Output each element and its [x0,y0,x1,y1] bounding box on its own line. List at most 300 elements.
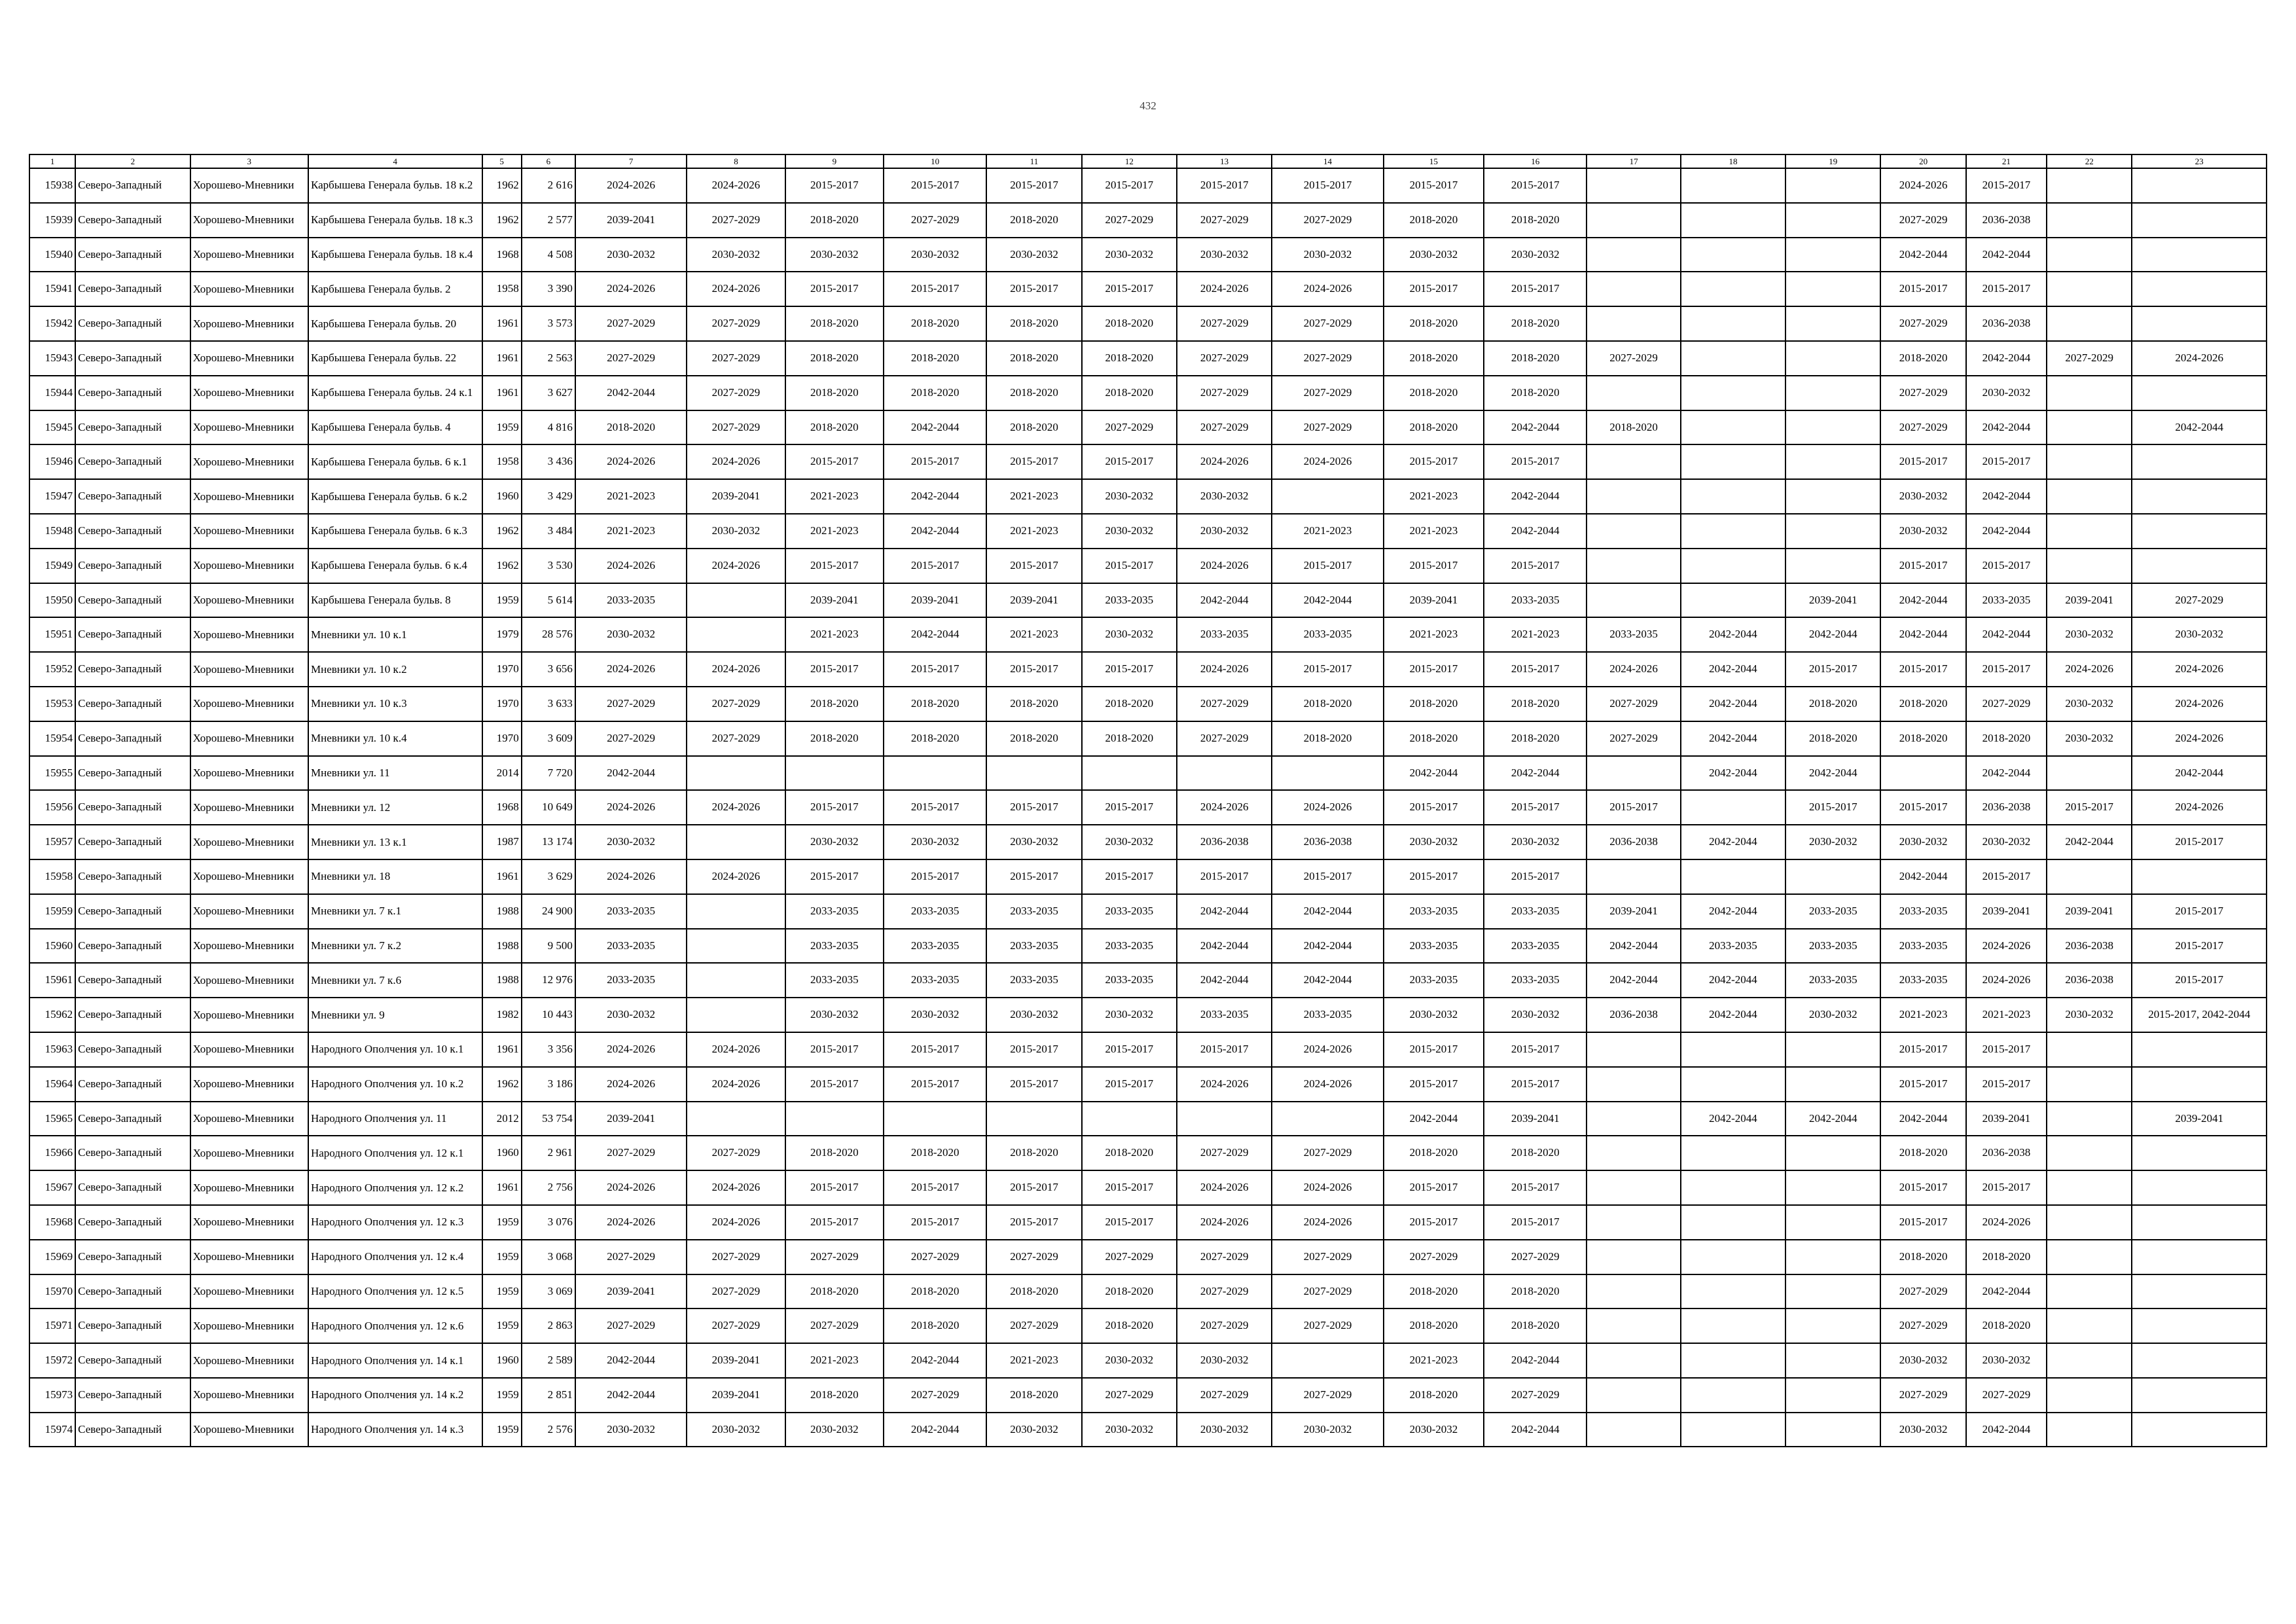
build-year-cell: 1961 [482,859,522,894]
period-cell-7: 2030-2032 [575,1413,687,1447]
period-cell-14: 2024-2026 [1272,1067,1383,1102]
period-cell-11: 2033-2035 [986,929,1081,964]
period-cell-12: 2030-2032 [1082,617,1177,652]
build-year-cell: 1960 [482,1136,522,1170]
district-cell: Северо-Западный [75,203,190,238]
row-id-cell: 15973 [29,1378,75,1413]
period-cell-9: 2033-2035 [785,894,884,929]
table-row [29,1170,2267,1205]
period-cell-16: 2039-2041 [1484,1102,1587,1136]
period-cell-13 [1177,1102,1272,1136]
period-cell-15: 2033-2035 [1384,929,1484,964]
period-cell-18: 2033-2035 [1681,929,1785,964]
period-cell-21: 2033-2035 [1966,583,2047,618]
period-cell-16: 2015-2017 [1484,1170,1587,1205]
period-cell-19: 2018-2020 [1785,721,1880,756]
period-cell-20: 2033-2035 [1880,929,1965,964]
period-cell-23 [2132,1240,2267,1274]
build-year-cell: 1962 [482,203,522,238]
period-cell-21: 2042-2044 [1966,410,2047,445]
row-id-cell: 15951 [29,617,75,652]
period-cell-22: 2036-2038 [2047,963,2132,998]
area-size-cell: 4 816 [522,410,575,445]
period-cell-21: 2042-2044 [1966,1274,2047,1309]
period-cell-8 [687,894,785,929]
period-cell-14: 2015-2017 [1272,168,1383,203]
period-cell-23 [2132,1170,2267,1205]
period-cell-21: 2015-2017 [1966,652,2047,687]
table-row [29,410,2267,445]
period-cell-23: 2042-2044 [2132,410,2267,445]
district-cell: Северо-Западный [75,790,190,825]
period-cell-22: 2015-2017 [2047,790,2132,825]
area-size-cell: 2 576 [522,1413,575,1447]
table-row [29,859,2267,894]
table-row [29,1378,2267,1413]
period-cell-10: 2018-2020 [884,341,986,376]
period-cell-8: 2027-2029 [687,376,785,410]
build-year-cell: 1982 [482,998,522,1032]
period-cell-8: 2024-2026 [687,1205,785,1240]
period-cell-21: 2015-2017 [1966,1170,2047,1205]
period-cell-9: 2018-2020 [785,341,884,376]
period-cell-11: 2030-2032 [986,825,1081,859]
period-cell-11: 2015-2017 [986,549,1081,583]
period-cell-12: 2027-2029 [1082,1378,1177,1413]
period-cell-11: 2018-2020 [986,306,1081,341]
period-cell-17 [1587,1170,1680,1205]
district-cell: Северо-Западный [75,410,190,445]
period-cell-23: 2015-2017, 2042-2044 [2132,998,2267,1032]
period-cell-17 [1587,1413,1680,1447]
period-cell-11: 2033-2035 [986,963,1081,998]
municipal-area-cell: Хорошево-Мневники [190,998,308,1032]
period-cell-9: 2033-2035 [785,963,884,998]
period-cell-20: 2015-2017 [1880,444,1965,479]
period-cell-17 [1587,1032,1680,1067]
build-year-cell: 1961 [482,306,522,341]
period-cell-21: 2030-2032 [1966,376,2047,410]
period-cell-8: 2024-2026 [687,790,785,825]
period-cell-16: 2030-2032 [1484,998,1587,1032]
period-cell-15: 2018-2020 [1384,1136,1484,1170]
period-cell-15: 2015-2017 [1384,272,1484,306]
period-cell-11: 2015-2017 [986,1032,1081,1067]
period-cell-20: 2030-2032 [1880,514,1965,549]
table-row [29,1240,2267,1274]
period-cell-15: 2018-2020 [1384,203,1484,238]
period-cell-12: 2018-2020 [1082,341,1177,376]
period-cell-8: 2030-2032 [687,514,785,549]
period-cell-22 [2047,203,2132,238]
period-cell-10: 2015-2017 [884,859,986,894]
column-header-2: 2 [75,154,190,168]
period-cell-16: 2030-2032 [1484,238,1587,272]
period-cell-17 [1587,583,1680,618]
period-cell-12 [1082,756,1177,791]
period-cell-8: 2027-2029 [687,1308,785,1343]
period-cell-23 [2132,1136,2267,1170]
period-cell-7: 2042-2044 [575,1378,687,1413]
period-cell-11: 2018-2020 [986,1274,1081,1309]
period-cell-7: 2039-2041 [575,203,687,238]
period-cell-8: 2027-2029 [687,721,785,756]
period-cell-18 [1681,410,1785,445]
period-cell-15: 2018-2020 [1384,1378,1484,1413]
municipal-area-cell: Хорошево-Мневники [190,687,308,721]
period-cell-8 [687,998,785,1032]
area-size-cell: 3 573 [522,306,575,341]
table-row [29,479,2267,514]
district-cell: Северо-Западный [75,1274,190,1309]
period-cell-22 [2047,549,2132,583]
period-cell-15: 2015-2017 [1384,652,1484,687]
period-cell-10: 2015-2017 [884,1170,986,1205]
period-cell-19: 2030-2032 [1785,825,1880,859]
period-cell-22 [2047,376,2132,410]
period-cell-16: 2027-2029 [1484,1378,1587,1413]
period-cell-21: 2036-2038 [1966,790,2047,825]
period-cell-14 [1272,479,1383,514]
period-cell-18 [1681,272,1785,306]
period-cell-15: 2018-2020 [1384,306,1484,341]
build-year-cell: 1959 [482,1240,522,1274]
period-cell-16: 2015-2017 [1484,444,1587,479]
period-cell-21: 2015-2017 [1966,444,2047,479]
column-header-21: 21 [1966,154,2047,168]
address-cell: Народного Ополчения ул. 12 к.6 [308,1308,482,1343]
period-cell-7: 2024-2026 [575,444,687,479]
period-cell-13: 2027-2029 [1177,1308,1272,1343]
period-cell-10: 2018-2020 [884,376,986,410]
period-cell-21: 2027-2029 [1966,1378,2047,1413]
period-cell-10: 2015-2017 [884,444,986,479]
municipal-area-cell: Хорошево-Мневники [190,203,308,238]
period-cell-7: 2027-2029 [575,721,687,756]
period-cell-17 [1587,1343,1680,1378]
row-id-cell: 15974 [29,1413,75,1447]
area-size-cell: 3 429 [522,479,575,514]
period-cell-9: 2015-2017 [785,444,884,479]
address-cell: Карбышева Генерала бульв. 22 [308,341,482,376]
table-body [29,168,2267,1447]
address-cell: Мневники ул. 11 [308,756,482,791]
period-cell-23 [2132,1343,2267,1378]
municipal-area-cell: Хорошево-Мневники [190,272,308,306]
period-cell-9: 2015-2017 [785,549,884,583]
period-cell-12: 2030-2032 [1082,1343,1177,1378]
district-cell: Северо-Западный [75,929,190,964]
period-cell-19 [1785,238,1880,272]
period-cell-10 [884,1102,986,1136]
row-id-cell: 15944 [29,376,75,410]
address-cell: Карбышева Генерала бульв. 6 к.4 [308,549,482,583]
period-cell-21: 2024-2026 [1966,1205,2047,1240]
district-cell: Северо-Западный [75,963,190,998]
period-cell-20: 2033-2035 [1880,963,1965,998]
period-cell-21: 2018-2020 [1966,721,2047,756]
district-cell: Северо-Западный [75,306,190,341]
address-cell: Мневники ул. 18 [308,859,482,894]
build-year-cell: 1970 [482,687,522,721]
period-cell-13: 2030-2032 [1177,1413,1272,1447]
period-cell-17 [1587,272,1680,306]
period-cell-14: 2024-2026 [1272,790,1383,825]
period-cell-9: 2015-2017 [785,1032,884,1067]
municipal-area-cell: Хорошево-Мневники [190,1205,308,1240]
period-cell-12: 2030-2032 [1082,479,1177,514]
column-header-10: 10 [884,154,986,168]
period-cell-16: 2015-2017 [1484,652,1587,687]
period-cell-13: 2042-2044 [1177,929,1272,964]
area-size-cell: 3 390 [522,272,575,306]
period-cell-12: 2018-2020 [1082,1274,1177,1309]
period-cell-17: 2015-2017 [1587,790,1680,825]
period-cell-12: 2015-2017 [1082,272,1177,306]
period-cell-14: 2027-2029 [1272,203,1383,238]
row-id-cell: 15939 [29,203,75,238]
period-cell-16: 2042-2044 [1484,756,1587,791]
period-cell-22 [2047,1102,2132,1136]
row-id-cell: 15971 [29,1308,75,1343]
row-id-cell: 15949 [29,549,75,583]
period-cell-12 [1082,1102,1177,1136]
period-cell-11: 2018-2020 [986,1136,1081,1170]
period-cell-10: 2042-2044 [884,479,986,514]
period-cell-18: 2042-2044 [1681,825,1785,859]
period-cell-20: 2027-2029 [1880,1274,1965,1309]
period-cell-9: 2018-2020 [785,410,884,445]
period-cell-10: 2018-2020 [884,1136,986,1170]
area-size-cell: 3 627 [522,376,575,410]
period-cell-12: 2030-2032 [1082,514,1177,549]
municipal-area-cell: Хорошево-Мневники [190,376,308,410]
period-cell-22 [2047,1274,2132,1309]
district-cell: Северо-Западный [75,168,190,203]
table-row [29,444,2267,479]
table-row [29,168,2267,203]
period-cell-16: 2018-2020 [1484,1308,1587,1343]
period-cell-21: 2042-2044 [1966,479,2047,514]
area-size-cell: 2 616 [522,168,575,203]
district-cell: Северо-Западный [75,583,190,618]
column-header-11: 11 [986,154,1081,168]
period-cell-19: 2042-2044 [1785,756,1880,791]
period-cell-18: 2042-2044 [1681,721,1785,756]
row-id-cell: 15970 [29,1274,75,1309]
period-cell-23 [2132,444,2267,479]
period-cell-8: 2027-2029 [687,410,785,445]
area-size-cell: 3 633 [522,687,575,721]
period-cell-14: 2018-2020 [1272,687,1383,721]
period-cell-13: 2033-2035 [1177,998,1272,1032]
period-cell-9: 2021-2023 [785,514,884,549]
period-cell-19 [1785,1170,1880,1205]
period-cell-10: 2018-2020 [884,687,986,721]
period-cell-15: 2015-2017 [1384,1170,1484,1205]
build-year-cell: 1962 [482,514,522,549]
period-cell-20: 2030-2032 [1880,1343,1965,1378]
row-id-cell: 15955 [29,756,75,791]
period-cell-17: 2042-2044 [1587,963,1680,998]
period-cell-23: 2024-2026 [2132,687,2267,721]
period-cell-22 [2047,1343,2132,1378]
period-cell-21: 2042-2044 [1966,756,2047,791]
period-cell-19 [1785,1343,1880,1378]
period-cell-16: 2018-2020 [1484,1274,1587,1309]
period-cell-18 [1681,1032,1785,1067]
period-cell-22: 2030-2032 [2047,617,2132,652]
period-cell-23 [2132,1378,2267,1413]
period-cell-23 [2132,376,2267,410]
period-cell-13: 2027-2029 [1177,1378,1272,1413]
period-cell-15: 2030-2032 [1384,1413,1484,1447]
period-cell-22 [2047,1067,2132,1102]
period-cell-15: 2015-2017 [1384,1205,1484,1240]
area-size-cell: 2 851 [522,1378,575,1413]
area-size-cell: 3 530 [522,549,575,583]
period-cell-11: 2015-2017 [986,168,1081,203]
period-cell-13: 2042-2044 [1177,583,1272,618]
period-cell-21: 2015-2017 [1966,168,2047,203]
period-cell-13: 2033-2035 [1177,617,1272,652]
address-cell: Карбышева Генерала бульв. 18 к.4 [308,238,482,272]
period-cell-9: 2015-2017 [785,1205,884,1240]
period-cell-7: 2027-2029 [575,687,687,721]
period-cell-12: 2027-2029 [1082,1240,1177,1274]
period-cell-9: 2021-2023 [785,1343,884,1378]
municipal-area-cell: Хорошево-Мневники [190,617,308,652]
area-size-cell: 24 900 [522,894,575,929]
period-cell-22 [2047,306,2132,341]
period-cell-11: 2021-2023 [986,479,1081,514]
period-cell-19: 2033-2035 [1785,894,1880,929]
period-cell-16: 2018-2020 [1484,341,1587,376]
row-id-cell: 15945 [29,410,75,445]
period-cell-13: 2027-2029 [1177,203,1272,238]
build-year-cell: 1959 [482,1413,522,1447]
district-cell: Северо-Западный [75,1102,190,1136]
municipal-area-cell: Хорошево-Мневники [190,1240,308,1274]
address-cell: Народного Ополчения ул. 12 к.2 [308,1170,482,1205]
period-cell-23 [2132,272,2267,306]
period-cell-17 [1587,444,1680,479]
period-cell-14: 2027-2029 [1272,1274,1383,1309]
build-year-cell: 1961 [482,376,522,410]
period-cell-16: 2015-2017 [1484,1205,1587,1240]
period-cell-13: 2024-2026 [1177,444,1272,479]
period-cell-13: 2024-2026 [1177,1170,1272,1205]
column-header-15: 15 [1384,154,1484,168]
period-cell-7: 2030-2032 [575,998,687,1032]
period-cell-22 [2047,1413,2132,1447]
period-cell-23 [2132,1413,2267,1447]
area-size-cell: 3 484 [522,514,575,549]
build-year-cell: 1959 [482,583,522,618]
period-cell-15: 2018-2020 [1384,410,1484,445]
period-cell-12: 2033-2035 [1082,929,1177,964]
period-cell-20: 2015-2017 [1880,549,1965,583]
period-cell-15: 2021-2023 [1384,1343,1484,1378]
period-cell-14: 2024-2026 [1272,1205,1383,1240]
period-cell-22: 2042-2044 [2047,825,2132,859]
period-cell-17: 2027-2029 [1587,687,1680,721]
district-cell: Северо-Западный [75,998,190,1032]
period-cell-10: 2033-2035 [884,929,986,964]
build-year-cell: 2012 [482,1102,522,1136]
period-cell-23: 2024-2026 [2132,790,2267,825]
period-cell-12: 2015-2017 [1082,549,1177,583]
period-cell-14: 2024-2026 [1272,444,1383,479]
municipal-area-cell: Хорошево-Мневники [190,825,308,859]
district-cell: Северо-Западный [75,341,190,376]
period-cell-14: 2024-2026 [1272,1170,1383,1205]
period-cell-12: 2015-2017 [1082,1170,1177,1205]
build-year-cell: 1979 [482,617,522,652]
table-row [29,1067,2267,1102]
municipal-area-cell: Хорошево-Мневники [190,549,308,583]
period-cell-23: 2015-2017 [2132,825,2267,859]
row-id-cell: 15952 [29,652,75,687]
municipal-area-cell: Хорошево-Мневники [190,238,308,272]
municipal-area-cell: Хорошево-Мневники [190,859,308,894]
address-cell: Карбышева Генерала бульв. 6 к.3 [308,514,482,549]
address-cell: Народного Ополчения ул. 12 к.4 [308,1240,482,1274]
period-cell-16: 2042-2044 [1484,1413,1587,1447]
period-cell-9 [785,756,884,791]
period-cell-23: 2027-2029 [2132,583,2267,618]
address-cell: Мневники ул. 12 [308,790,482,825]
period-cell-17: 2042-2044 [1587,929,1680,964]
period-cell-19 [1785,1240,1880,1274]
period-cell-14: 2027-2029 [1272,376,1383,410]
period-cell-22 [2047,1308,2132,1343]
period-cell-18 [1681,341,1785,376]
period-cell-20: 2015-2017 [1880,1067,1965,1102]
period-cell-23: 2030-2032 [2132,617,2267,652]
period-cell-11: 2015-2017 [986,859,1081,894]
period-cell-10: 2042-2044 [884,514,986,549]
period-cell-11: 2030-2032 [986,1413,1081,1447]
period-cell-15: 2042-2044 [1384,756,1484,791]
period-cell-17: 2018-2020 [1587,410,1680,445]
period-cell-23: 2039-2041 [2132,1102,2267,1136]
address-cell: Карбышева Генерала бульв. 2 [308,272,482,306]
period-cell-7: 2024-2026 [575,1032,687,1067]
period-cell-18: 2042-2044 [1681,652,1785,687]
table-row [29,1205,2267,1240]
address-cell: Карбышева Генерала бульв. 8 [308,583,482,618]
period-cell-20: 2042-2044 [1880,583,1965,618]
district-cell: Северо-Западный [75,825,190,859]
period-cell-18 [1681,583,1785,618]
period-cell-7: 2030-2032 [575,238,687,272]
period-cell-11: 2015-2017 [986,1205,1081,1240]
period-cell-9: 2033-2035 [785,929,884,964]
build-year-cell: 1961 [482,1032,522,1067]
row-id-cell: 15956 [29,790,75,825]
period-cell-19: 2018-2020 [1785,687,1880,721]
period-cell-22 [2047,1378,2132,1413]
period-cell-14: 2018-2020 [1272,721,1383,756]
period-cell-14 [1272,1102,1383,1136]
period-cell-12: 2018-2020 [1082,721,1177,756]
address-cell: Карбышева Генерала бульв. 18 к.3 [308,203,482,238]
municipal-area-cell: Хорошево-Мневники [190,583,308,618]
period-cell-20: 2027-2029 [1880,306,1965,341]
period-cell-16: 2015-2017 [1484,859,1587,894]
district-cell: Северо-Западный [75,1308,190,1343]
